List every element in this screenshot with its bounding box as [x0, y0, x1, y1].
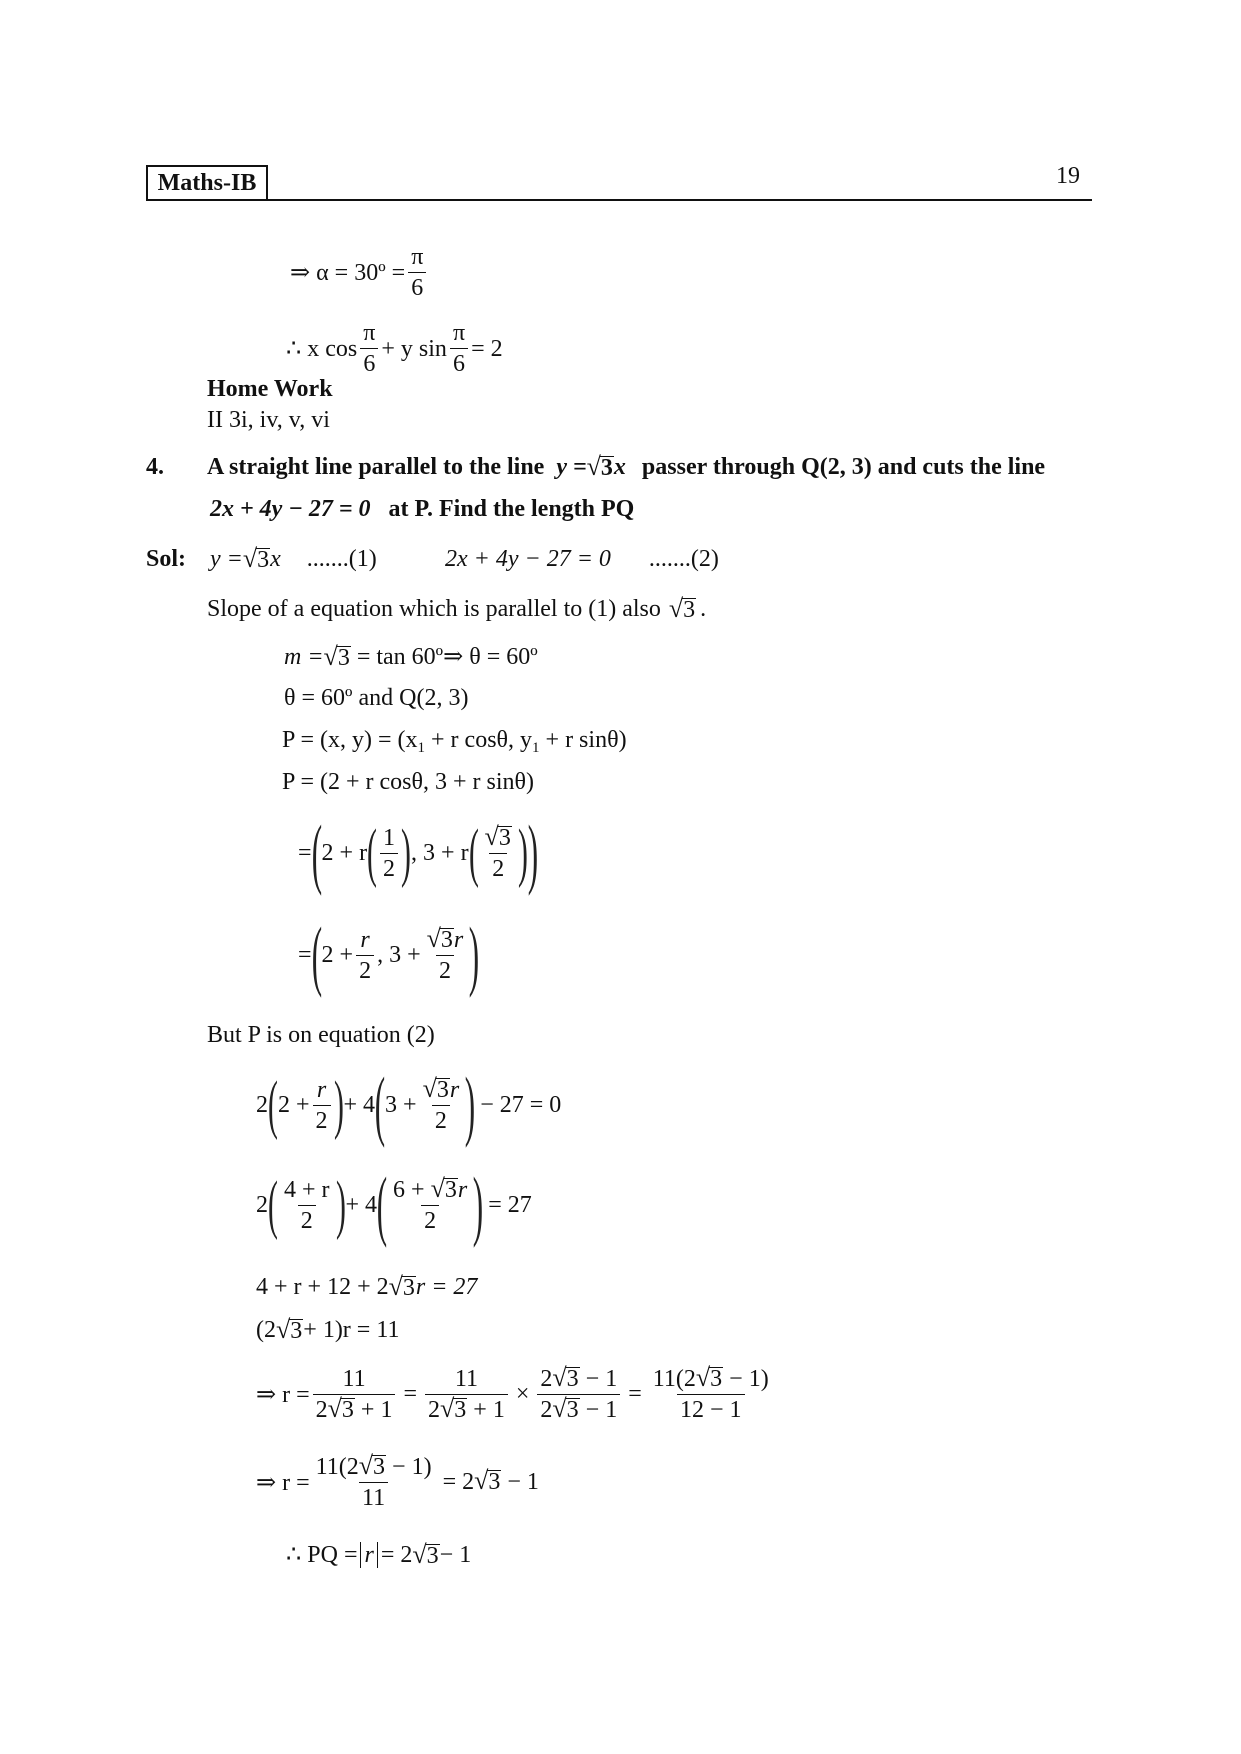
substitution-statement: But P is on equation (2) [207, 1022, 435, 1048]
solution-label: Sol: [146, 546, 187, 572]
step-simplified-point: = ( 2 + $\frac{r}{2}$ , 3 + √ 3 r 2 ) [298, 911, 480, 998]
step-substitute-values: = ( 2 + r ( $\frac{1}{2}$ ) , 3 + r ( √ 3 2 ) ) [298, 809, 539, 896]
substituted-equation: 2 ( 2 + $\frac{r}{2}$ ) + 4 ( 3 + √ 3 r 2 ) − 27 = 0 [256, 1061, 562, 1148]
factored-equation: (2 √ 3 + 1)r = 11 [256, 1315, 400, 1344]
slope-statement: Slope of a equation which is parallel to (1) also √ 3 . [207, 594, 707, 623]
normal-form-equation: ∴ x cos $\frac{\pi}{6}$ + y sin $\frac{\pi}{6}$ = 2 [286, 320, 503, 377]
combined-fraction-equation: 2 ( $\frac{4 + r}{2}$ ) + 4 ( 6 + √ 3 r 2 ) = 27 [256, 1161, 532, 1248]
page-number: 19 [1056, 163, 1080, 189]
homework-title: Home Work [207, 376, 333, 402]
problem-number: 4. [146, 454, 164, 480]
header-rule [146, 199, 1092, 201]
theta-point-line: θ = 60º and Q(2, 3) [284, 685, 469, 711]
given-equation-2: 2x + 4y − 27 = 0 .......(2) [445, 546, 719, 572]
slope-angle-equation: m = √ 3 = tan 60º⇒ θ = 60º [284, 642, 538, 671]
alpha-equation [290, 244, 429, 301]
problem-line-1: A straight line parallel to the line y = √ 3 x passer through Q(2, 3) and cuts the line [207, 452, 1046, 481]
problem-line-2: 2x + 4y − 27 = 0 at P. Find the length PQ [210, 496, 635, 522]
given-equation-1: y = √ 3 x .......(1) [210, 544, 377, 573]
pi-over-6: $\frac{\pi}{6}$ [408, 244, 426, 301]
parametric-point-general: P = (x, $y) = (x_1 + r$ cosθ, $y_1 + r$ sinθ) [282, 727, 627, 756]
parametric-point-specific: P = (2 + r cosθ, 3 + r sinθ) [282, 769, 535, 795]
rationalize-step: ⇒ r = 11 2 √ 3 + 1 = 11 2 √ 3 + 1 × 2 √ 3 − 1 2 √ 3 − 1 = 11(2 √ 3 − 1) 12 − 1 [256, 1363, 769, 1423]
r-value-result: ⇒ r = 11(2 √ 3 − 1) 11 = 2 √ 3 − 1 [256, 1451, 539, 1511]
subject-label: Maths-IB [146, 165, 268, 201]
alpha-lhs: ⇒ α = 30º = [290, 259, 406, 286]
final-answer: ∴ PQ = r = 2 √ 3 − 1 [286, 1540, 472, 1569]
expanded-equation: 4 + r + 12 + 2 √ 3 r = 27 [256, 1272, 478, 1301]
homework-items: II 3i, iv, v, vi [207, 407, 330, 433]
